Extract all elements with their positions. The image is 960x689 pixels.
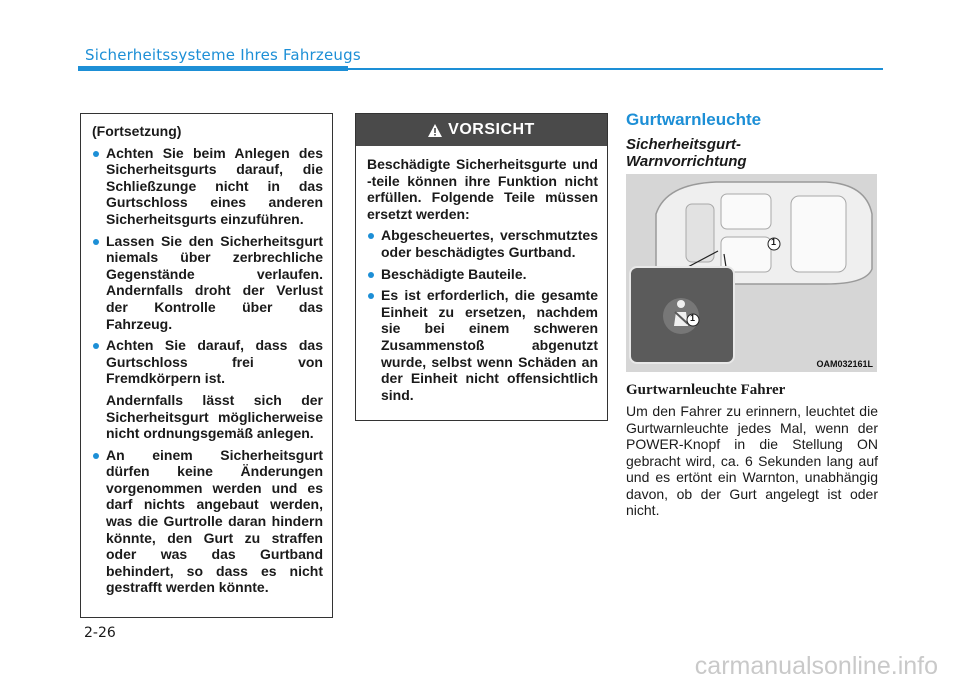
car-interior-figure [626, 174, 877, 372]
warning-list [92, 145, 323, 387]
page-number: 2-26 [84, 625, 116, 641]
callout-number-figure: 1 [771, 237, 777, 247]
watermark: carmanualsonline.info [694, 652, 938, 680]
list-item: Es ist erforderlich, die gesamte Einheit zu ersetzen, nachdem sie bei einem schweren Zusammenstoß abgenutzt wurde, selbst wenn Schäden an der Einheit nicht offensichtlich sind. [367, 287, 598, 403]
caution-label: VORSICHT [448, 121, 535, 138]
section-subtitle: Sicherheitsgurt-Warnvorrichtung [626, 136, 747, 170]
list-item: Abgescheuertes, verschmutztes oder beschädigtes Gurtband. [367, 227, 598, 260]
list-item: Achten Sie beim Anlegen des Sicherheitsgurts darauf, die Schließzunge nicht in das Gurtschloss eines anderen Sicherheitsgurts einzuführen. [92, 145, 323, 228]
warning-list-2 [92, 447, 323, 596]
list-item: An einem Sicherheitsgurt dürfen keine Änderungen vorgenommen werden und es darf nichts angebaut werden, was die Gurtrolle daran hindern könnte, den Gurt zu straffen oder was das Gurtband behindert, so dass es nicht gestrafft werden könnte. [92, 447, 323, 596]
header-rule-thin [348, 68, 883, 70]
continued-label: (Fortsetzung) [92, 123, 182, 139]
header-rule-thick [78, 66, 348, 71]
section-header: Sicherheitssysteme Ihres Fahrzeugs [85, 46, 361, 64]
caution-box [355, 113, 608, 421]
caution-header [356, 114, 607, 146]
list-item-continuation: Andernfalls lässt sich der Sicherheitsgurt möglicherweise nicht ordnungsgemäß anlegen. [106, 391, 323, 442]
section-title: Gurtwarnleuchte [626, 110, 762, 129]
caution-list [367, 227, 598, 403]
continued-warning-box [80, 113, 333, 618]
callout-number-inset: 1 [690, 313, 696, 323]
seatbelt-warning-icon [631, 268, 733, 362]
warning-triangle-icon [428, 124, 442, 137]
figure-code: OAM032161L [816, 359, 873, 369]
list-item: Lassen Sie den Sicherheitsgurt niemals über zerbrechliche Gegenstände verlaufen. Andernfalls droht der Verlust der Kontrolle über das Fahrzeug. [92, 233, 323, 333]
warning-light-inset [629, 266, 735, 364]
caution-intro: Beschädigte Sicherheitsgurte und -teile können ihre Funktion nicht erfüllen. Folgende Teile müssen ersetzt werden: [367, 156, 598, 222]
list-item: Achten Sie darauf, dass das Gurtschloss frei von Fremdkörpern ist. [92, 337, 323, 387]
list-item: Beschädigte Bauteile. [367, 266, 598, 283]
subsection-heading: Gurtwarnleuchte Fahrer [626, 382, 786, 398]
body-paragraph: Um den Fahrer zu erinnern, leuchtet die Gurtwarnleuchte jedes Mal, wenn der POWER-Knopf in die Stellung ON gebracht wird, ca. 6 Sekunden lang auf und es ertönt ein Warnton, unabhängig davon, ob der Gurt angelegt ist oder nicht. [626, 403, 878, 518]
